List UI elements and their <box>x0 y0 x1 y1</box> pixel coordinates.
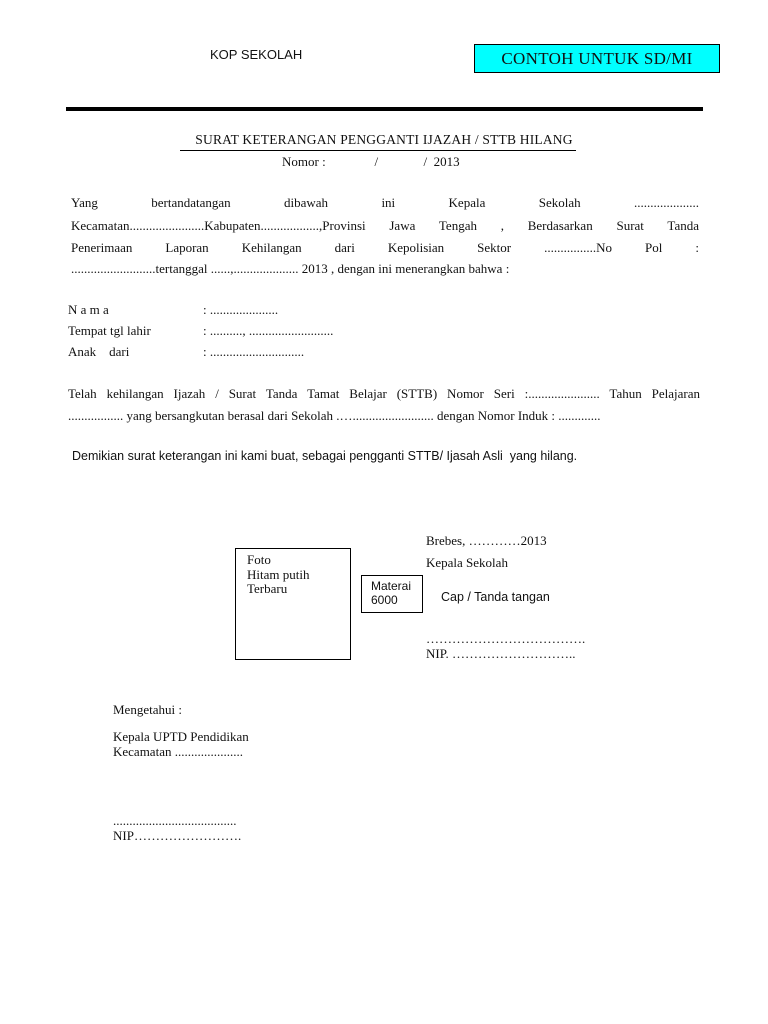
nomor-line: Nomor : / / 2013 <box>282 154 460 169</box>
title-underline <box>180 150 576 151</box>
paragraph2-line: Telah kehilangan Ijazah / Surat Tanda Tamat Belajar (STTB) Nomor Seri :...................... Tahun Pelajaran <box>68 386 700 401</box>
field-value-anak-dari: : ............................. <box>203 344 305 359</box>
demikian-statement: Demikian surat keterangan ini kami buat, sebagai pengganti STTB/ Ijasah Asli yang hilang. <box>72 449 578 463</box>
photo-placeholder-label: Foto Hitam putih Terbaru <box>247 552 310 596</box>
materai-stamp-box <box>361 575 423 613</box>
paragraph1-line: Kecamatan.......................Kabupaten..................,Provinsi Jawa Tengah , Berdasarkan Surat Tanda <box>71 218 699 233</box>
signature-role: Kepala Sekolah <box>426 555 508 570</box>
kop-sekolah: KOP SEKOLAH <box>210 47 303 62</box>
field-value-nama: : ..................... <box>203 302 279 317</box>
field-label-ttl: Tempat tgl lahir <box>68 323 151 338</box>
field-label-nama: N a m a <box>68 302 109 317</box>
document-title: SURAT KETERANGAN PENGGANTI IJAZAH / STTB HILANG <box>195 132 573 147</box>
paragraph1-line: Yang bertandatangan dibawah ini Kepala Sekolah .................... <box>71 195 699 210</box>
mengetahui-nip: NIP……………………. <box>113 828 242 843</box>
signature-cap: Cap / Tanda tangan <box>441 590 550 604</box>
field-label-anak-dari: Anak dari <box>68 344 130 359</box>
paragraph1-line: Penerimaan Laporan Kehilangan dari Kepolisian Sektor ................No Pol : <box>71 240 699 255</box>
contoh-label-box: CONTOH UNTUK SD/MI <box>474 44 720 73</box>
signature-name-line: ………………………………. <box>426 631 586 646</box>
signature-nip: NIP. ……………………….. <box>426 646 576 661</box>
mengetahui-name-line: ...................................... <box>113 813 237 828</box>
field-value-ttl: : .........., .......................... <box>203 323 334 338</box>
mengetahui-role-line1: Kepala UPTD Pendidikan <box>113 729 249 744</box>
materai-label: Materai 6000 <box>371 579 412 607</box>
mengetahui-role-line2: Kecamatan ..................... <box>113 744 243 759</box>
mengetahui-label: Mengetahui : <box>113 702 182 717</box>
paragraph2-line: ................. yang bersangkutan berasal dari Sekolah .…......................... dengan Nomor Induk : ............. <box>68 408 601 423</box>
header-rule <box>66 107 703 111</box>
paragraph1-line: ..........................tertanggal ......,.................... 2013 , dengan ini menerangkan bahwa : <box>71 261 510 276</box>
signature-place-date: Brebes, …………2013 <box>426 533 547 548</box>
photo-placeholder-box <box>235 548 351 660</box>
